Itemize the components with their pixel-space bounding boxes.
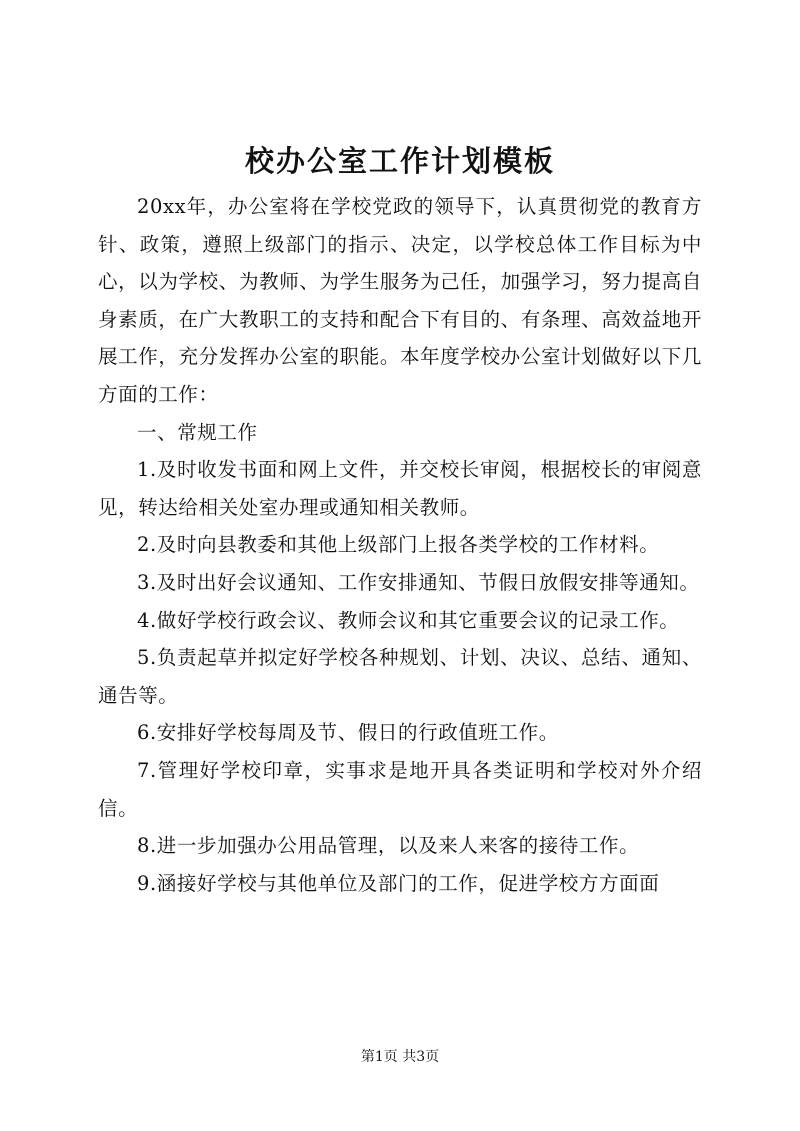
page-footer: 第1页 共3页 (360, 1049, 440, 1065)
list-item: 2.及时向县教委和其他上级部门上报各类学校的工作材料。 (137, 533, 660, 557)
list-item: 3.及时出好会议通知、工作安排通知、节假日放假安排等通知。 (137, 570, 700, 594)
section-heading: 一、常规工作 (137, 420, 258, 444)
list-item: 7.管理好学校印章，实事求是地开具各类证明和学校对外介绍信。 (98, 758, 702, 820)
list-item: 1.及时收发书面和网上文件，并交校长审阅，根据校长的审阅意见，转达给相关处室办理或通知相关教师。 (98, 458, 702, 519)
list-item: 9.涵接好学校与其他单位及部门的工作，促进学校方方面面 (137, 871, 660, 895)
list-item: 5.负责起草并拟定好学校各种规划、计划、决议、总结、通知、通告等。 (98, 646, 702, 707)
list-item: 4.做好学校行政会议、教师会议和其它重要会议的记录工作。 (137, 608, 680, 632)
intro-paragraph: 20xx年，办公室将在学校党政的领导下，认真贯彻党的教育方针、政策，遵照上级部门的指示、决定，以学校总体工作目标为中心，以为学校、为教师、为学生服务为己任，加强学习，努力提高自身素质，在广大教职工的支持和配合下有目的、有条理、高效益地开展工作，充分发挥办公室的职能。本年度学校办公室计划做好以下几方面的工作： (98, 195, 702, 406)
list-item: 8.进一步加强办公用品管理，以及来人来客的接待工作。 (137, 834, 640, 858)
document-body (98, 188, 702, 902)
list-item: 6.安排好学校每周及节、假日的行政值班工作。 (137, 721, 559, 745)
document-title: 校办公室工作计划模板 (244, 144, 555, 178)
